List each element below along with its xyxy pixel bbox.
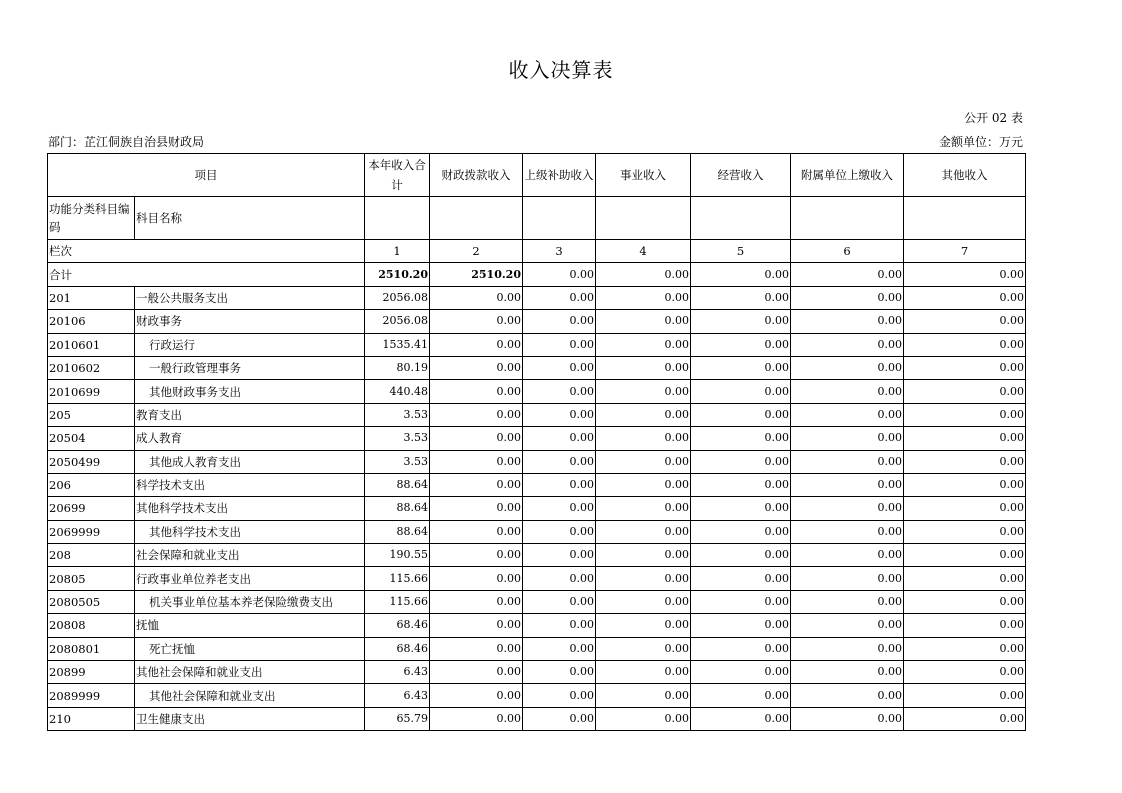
value-cell: 0.00: [791, 427, 904, 450]
value-cell: 0.00: [523, 380, 596, 403]
value-cell: 0.00: [791, 520, 904, 543]
table-row: [48, 684, 1026, 707]
name-cell: 其他成人教育支出: [135, 450, 365, 473]
value-cell: 0.00: [596, 380, 691, 403]
column-number: 4: [596, 240, 691, 263]
value-cell: 0.00: [791, 544, 904, 567]
code-cell: 20805: [48, 567, 135, 590]
value-cell: 0.00: [691, 380, 791, 403]
total-cell: 2510.20: [430, 263, 523, 286]
department-label: 部门：芷江侗族自治县财政局: [48, 135, 205, 149]
value-cell: 0.00: [523, 661, 596, 684]
total-cell: 0.00: [523, 263, 596, 286]
form-number: 公开 02 表: [964, 111, 1023, 125]
value-cell: 3.53: [365, 450, 430, 473]
code-cell: 2010601: [48, 333, 135, 356]
value-cell: 3.53: [365, 403, 430, 426]
value-cell: 0.00: [596, 707, 691, 730]
value-cell: 2056.08: [365, 310, 430, 333]
value-cell: 0.00: [430, 567, 523, 590]
value-cell: 0.00: [791, 450, 904, 473]
value-cell: 0.00: [904, 684, 1026, 707]
code-cell: 206: [48, 473, 135, 496]
value-cell: 0.00: [791, 497, 904, 520]
value-cell: 0.00: [523, 567, 596, 590]
code-cell: 20899: [48, 661, 135, 684]
table-row: [48, 614, 1026, 637]
total-cell: 0.00: [596, 263, 691, 286]
value-cell: 0.00: [430, 380, 523, 403]
name-cell: 其他社会保障和就业支出: [135, 661, 365, 684]
table-row: [48, 310, 1026, 333]
value-cell: 68.46: [365, 614, 430, 637]
value-cell: 0.00: [523, 520, 596, 543]
value-cell: 80.19: [365, 356, 430, 379]
value-cell: 6.43: [365, 661, 430, 684]
header-name: 科目名称: [135, 197, 365, 240]
table-row: [48, 403, 1026, 426]
value-cell: 0.00: [691, 707, 791, 730]
subheader-empty: [523, 197, 596, 240]
value-cell: 0.00: [596, 637, 691, 660]
value-cell: 0.00: [430, 707, 523, 730]
table-row: [48, 286, 1026, 309]
value-cell: 88.64: [365, 520, 430, 543]
header-col1: 本年收入合计: [365, 154, 430, 197]
value-cell: 0.00: [596, 450, 691, 473]
value-cell: 0.00: [596, 473, 691, 496]
value-cell: 0.00: [523, 684, 596, 707]
code-cell: 208: [48, 544, 135, 567]
code-cell: 20699: [48, 497, 135, 520]
value-cell: 0.00: [430, 614, 523, 637]
name-cell: 一般公共服务支出: [135, 286, 365, 309]
header-col7: 其他收入: [904, 154, 1026, 197]
value-cell: 0.00: [430, 310, 523, 333]
value-cell: 65.79: [365, 707, 430, 730]
value-cell: 0.00: [523, 333, 596, 356]
value-cell: 3.53: [365, 427, 430, 450]
header-col2: 财政拨款收入: [430, 154, 523, 197]
value-cell: 0.00: [596, 286, 691, 309]
value-cell: 0.00: [691, 614, 791, 637]
value-cell: 0.00: [523, 310, 596, 333]
header-code: 功能分类科目编码: [48, 197, 135, 240]
value-cell: 0.00: [523, 590, 596, 613]
value-cell: 0.00: [691, 590, 791, 613]
value-cell: 0.00: [904, 356, 1026, 379]
value-cell: 0.00: [691, 520, 791, 543]
name-cell: 教育支出: [135, 403, 365, 426]
code-cell: 2010699: [48, 380, 135, 403]
value-cell: 190.55: [365, 544, 430, 567]
table-row: [48, 590, 1026, 613]
code-cell: 20106: [48, 310, 135, 333]
table-row: [48, 544, 1026, 567]
total-cell: 2510.20: [365, 263, 430, 286]
value-cell: 0.00: [596, 614, 691, 637]
column-number: 7: [904, 240, 1026, 263]
header-row: [48, 154, 1026, 197]
value-cell: 68.46: [365, 637, 430, 660]
column-number: 6: [791, 240, 904, 263]
table-row: [48, 520, 1026, 543]
value-cell: 6.43: [365, 684, 430, 707]
value-cell: 0.00: [523, 473, 596, 496]
value-cell: 0.00: [791, 380, 904, 403]
value-cell: 0.00: [791, 473, 904, 496]
value-cell: 0.00: [596, 590, 691, 613]
name-cell: 社会保障和就业支出: [135, 544, 365, 567]
lanci-label: 栏次: [48, 240, 365, 263]
value-cell: 115.66: [365, 590, 430, 613]
column-number: 2: [430, 240, 523, 263]
value-cell: 0.00: [904, 544, 1026, 567]
code-cell: 205: [48, 403, 135, 426]
value-cell: 0.00: [523, 450, 596, 473]
value-cell: 0.00: [904, 473, 1026, 496]
name-cell: 其他财政事务支出: [135, 380, 365, 403]
value-cell: 0.00: [691, 473, 791, 496]
value-cell: 0.00: [523, 497, 596, 520]
code-cell: 2089999: [48, 684, 135, 707]
header-col3: 上级补助收入: [523, 154, 596, 197]
column-number: 1: [365, 240, 430, 263]
value-cell: 0.00: [791, 614, 904, 637]
value-cell: 0.00: [904, 403, 1026, 426]
header-col5: 经营收入: [691, 154, 791, 197]
value-cell: 0.00: [904, 497, 1026, 520]
name-cell: 其他社会保障和就业支出: [135, 684, 365, 707]
value-cell: 0.00: [523, 637, 596, 660]
value-cell: 0.00: [430, 590, 523, 613]
value-cell: 88.64: [365, 497, 430, 520]
name-cell: 行政事业单位养老支出: [135, 567, 365, 590]
value-cell: 1535.41: [365, 333, 430, 356]
value-cell: 0.00: [691, 637, 791, 660]
value-cell: 0.00: [791, 684, 904, 707]
value-cell: 0.00: [523, 707, 596, 730]
value-cell: 0.00: [904, 286, 1026, 309]
value-cell: 0.00: [596, 661, 691, 684]
name-cell: 卫生健康支出: [135, 707, 365, 730]
value-cell: 0.00: [430, 403, 523, 426]
value-cell: 0.00: [904, 590, 1026, 613]
table-row: [48, 333, 1026, 356]
value-cell: 0.00: [523, 356, 596, 379]
value-cell: 0.00: [904, 707, 1026, 730]
value-cell: 0.00: [691, 356, 791, 379]
value-cell: 0.00: [430, 544, 523, 567]
total-row: [48, 263, 1026, 286]
value-cell: 0.00: [430, 497, 523, 520]
value-cell: 0.00: [904, 520, 1026, 543]
table-row: [48, 473, 1026, 496]
subheader-empty: [904, 197, 1026, 240]
value-cell: 0.00: [791, 356, 904, 379]
value-cell: 0.00: [791, 590, 904, 613]
value-cell: 0.00: [691, 544, 791, 567]
value-cell: 2056.08: [365, 286, 430, 309]
value-cell: 0.00: [691, 497, 791, 520]
value-cell: 0.00: [523, 403, 596, 426]
value-cell: 0.00: [523, 614, 596, 637]
value-cell: 0.00: [430, 450, 523, 473]
value-cell: 0.00: [791, 661, 904, 684]
value-cell: 0.00: [596, 497, 691, 520]
value-cell: 0.00: [904, 567, 1026, 590]
value-cell: 0.00: [596, 310, 691, 333]
name-cell: 成人教育: [135, 427, 365, 450]
value-cell: 0.00: [791, 333, 904, 356]
value-cell: 0.00: [691, 286, 791, 309]
value-cell: 0.00: [904, 427, 1026, 450]
name-cell: 行政运行: [135, 333, 365, 356]
value-cell: 0.00: [523, 286, 596, 309]
name-cell: 财政事务: [135, 310, 365, 333]
value-cell: 0.00: [596, 356, 691, 379]
total-cell: 0.00: [904, 263, 1026, 286]
value-cell: 0.00: [791, 403, 904, 426]
code-cell: 20504: [48, 427, 135, 450]
subheader-empty: [791, 197, 904, 240]
value-cell: 0.00: [596, 403, 691, 426]
value-cell: 115.66: [365, 567, 430, 590]
value-cell: 0.00: [596, 567, 691, 590]
value-cell: 0.00: [691, 333, 791, 356]
header-col6: 附属单位上缴收入: [791, 154, 904, 197]
value-cell: 0.00: [596, 544, 691, 567]
code-cell: 2050499: [48, 450, 135, 473]
table-row: [48, 356, 1026, 379]
value-cell: 0.00: [791, 286, 904, 309]
value-cell: 0.00: [791, 567, 904, 590]
value-cell: 0.00: [904, 637, 1026, 660]
name-cell: 科学技术支出: [135, 473, 365, 496]
value-cell: 0.00: [596, 427, 691, 450]
value-cell: 0.00: [691, 403, 791, 426]
value-cell: 0.00: [430, 637, 523, 660]
table-row: [48, 707, 1026, 730]
name-cell: 其他科学技术支出: [135, 520, 365, 543]
value-cell: 0.00: [904, 614, 1026, 637]
unit-label: 金额单位：万元: [938, 135, 1023, 149]
value-cell: 0.00: [430, 356, 523, 379]
value-cell: 0.00: [430, 520, 523, 543]
column-number: 3: [523, 240, 596, 263]
name-cell: 死亡抚恤: [135, 637, 365, 660]
value-cell: 0.00: [523, 544, 596, 567]
code-cell: 2080801: [48, 637, 135, 660]
name-cell: 抚恤: [135, 614, 365, 637]
value-cell: 0.00: [691, 427, 791, 450]
value-cell: 0.00: [430, 286, 523, 309]
total-cell: 0.00: [791, 263, 904, 286]
value-cell: 440.48: [365, 380, 430, 403]
total-cell: 0.00: [691, 263, 791, 286]
value-cell: 88.64: [365, 473, 430, 496]
value-cell: 0.00: [904, 333, 1026, 356]
value-cell: 0.00: [430, 661, 523, 684]
table-row: [48, 497, 1026, 520]
value-cell: 0.00: [691, 310, 791, 333]
value-cell: 0.00: [904, 310, 1026, 333]
value-cell: 0.00: [596, 333, 691, 356]
table-row: [48, 450, 1026, 473]
table-row: [48, 637, 1026, 660]
header-item: 项目: [48, 154, 365, 197]
name-cell: 机关事业单位基本养老保险缴费支出: [135, 590, 365, 613]
subheader-empty: [430, 197, 523, 240]
subheader-empty: [596, 197, 691, 240]
value-cell: 0.00: [691, 567, 791, 590]
column-number-row: [48, 240, 1026, 263]
value-cell: 0.00: [904, 380, 1026, 403]
value-cell: 0.00: [791, 707, 904, 730]
total-label: 合计: [48, 263, 365, 286]
subheader-empty: [365, 197, 430, 240]
subheader-empty: [691, 197, 791, 240]
value-cell: 0.00: [596, 520, 691, 543]
code-cell: 2010602: [48, 356, 135, 379]
income-table: [47, 153, 1026, 731]
code-cell: 2080505: [48, 590, 135, 613]
value-cell: 0.00: [430, 427, 523, 450]
value-cell: 0.00: [791, 310, 904, 333]
name-cell: 其他科学技术支出: [135, 497, 365, 520]
table-row: [48, 661, 1026, 684]
value-cell: 0.00: [430, 473, 523, 496]
code-cell: 2069999: [48, 520, 135, 543]
code-cell: 210: [48, 707, 135, 730]
value-cell: 0.00: [691, 450, 791, 473]
subheader-row: [48, 197, 1026, 240]
value-cell: 0.00: [791, 637, 904, 660]
value-cell: 0.00: [691, 684, 791, 707]
name-cell: 一般行政管理事务: [135, 356, 365, 379]
code-cell: 20808: [48, 614, 135, 637]
value-cell: 0.00: [523, 427, 596, 450]
value-cell: 0.00: [691, 661, 791, 684]
table-row: [48, 427, 1026, 450]
code-cell: 201: [48, 286, 135, 309]
header-col4: 事业收入: [596, 154, 691, 197]
value-cell: 0.00: [596, 684, 691, 707]
page-title: 收入决算表: [508, 58, 614, 82]
value-cell: 0.00: [904, 661, 1026, 684]
value-cell: 0.00: [430, 333, 523, 356]
value-cell: 0.00: [430, 684, 523, 707]
table-row: [48, 380, 1026, 403]
column-number: 5: [691, 240, 791, 263]
table-row: [48, 567, 1026, 590]
value-cell: 0.00: [904, 450, 1026, 473]
